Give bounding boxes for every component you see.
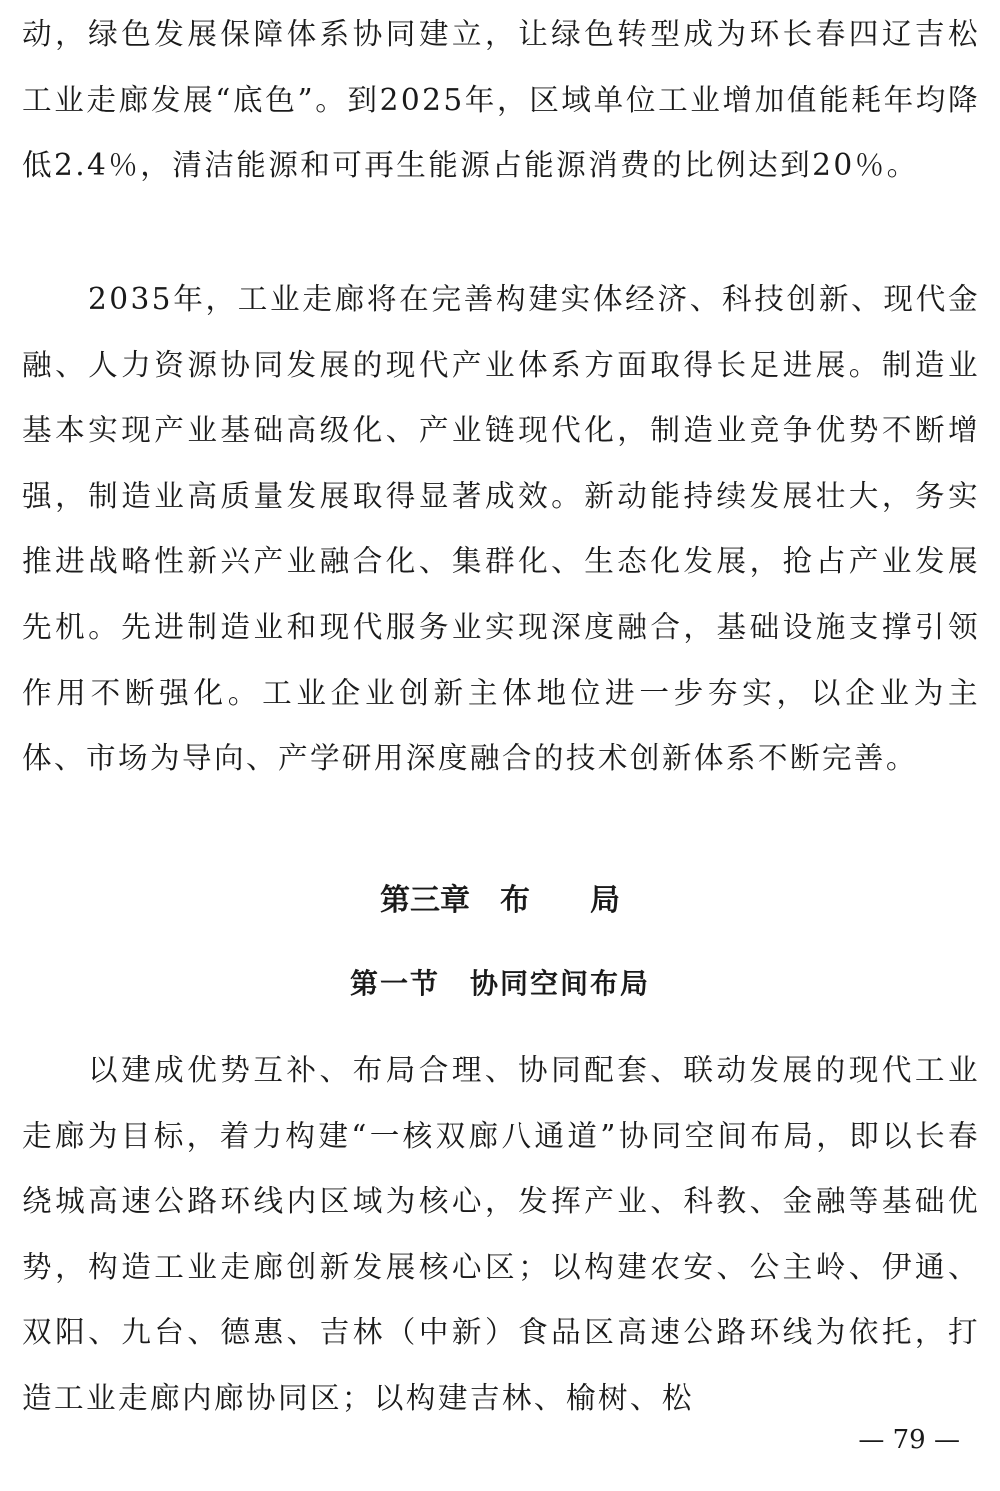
page-number: — 79 — bbox=[858, 1425, 960, 1455]
chapter-title: 第三章 布 局 bbox=[380, 883, 620, 918]
section-title: 第一节 协同空间布局 bbox=[349, 967, 650, 1000]
paragraph-spatial-layout: 以建成优势互补、布局合理、协同配套、联动发展的现代工业走廊为目标，着力构建“一核双廊八通道”协同空间布局，即以长春绕城高速公路环线内区域为核心，发挥产业、科教、金融等基础优势，构造工业走廊创新发展核心区；以构建农安、公主岭、伊通、双阳、九台、德惠、吉林（中新）食品区高速公路环线为依托，打造工业走廊内廊协同区；以构建吉林、榆树、松 bbox=[22, 1053, 980, 1415]
paragraph-green-development: 动，绿色发展保障体系协同建立，让绿色转型成为环长春四辽吉松工业走廊发展“底色”。到2025年，区域单位工业增加值能耗年均降低2.4％，清洁能源和可再生能源占能源消费的比例达到20％。 bbox=[22, 17, 980, 183]
paragraph-2035-goals: 2035年，工业走廊将在完善构建实体经济、科技创新、现代金融、人力资源协同发展的现代产业体系方面取得长足进展。制造业基本实现产业基础高级化、产业链现代化，制造业竞争优势不断增强，制造业高质量发展取得显著成效。新动能持续发展壮大，务实推进战略性新兴产业融合化、集群化、生态化发展，抢占产业发展先机。先进制造业和现代服务业实现深度融合，基础设施支撑引领作用不断强化。工业企业创新主体地位进一步夯实，以企业为主体、市场为导向、产学研用深度融合的技术创新体系不断完善。 bbox=[22, 282, 980, 776]
